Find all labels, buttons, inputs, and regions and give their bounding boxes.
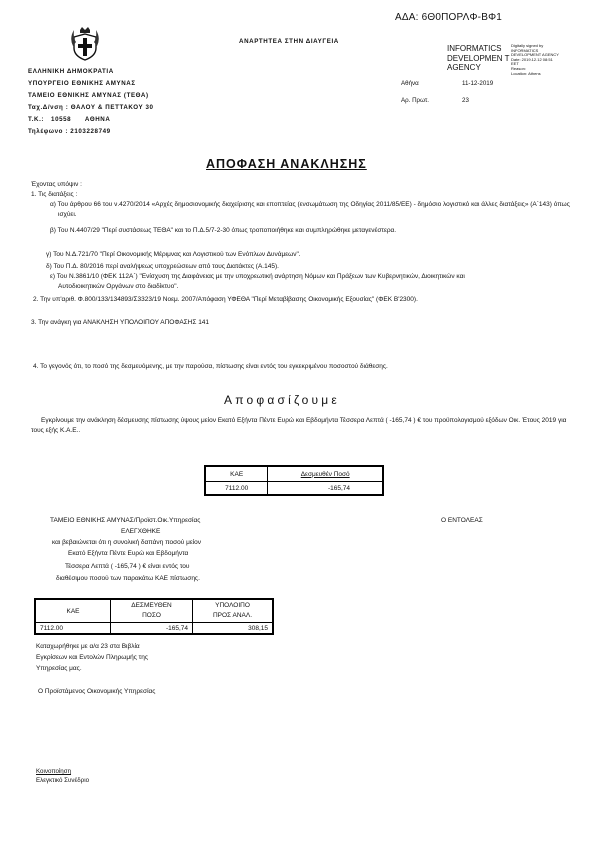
sig-line: EET [511,61,519,67]
item-1: 1. Τις διατάξεις : [31,191,78,198]
sig-line: Reason: [511,65,526,71]
protocol-label: Αρ. Πρωτ. [401,97,429,104]
sender-phone: Τηλέφωνο : 2103228749 [28,128,111,135]
table-row [35,623,273,635]
protocol-number: 23 [462,97,469,104]
doc-date: 11-12-2019 [462,80,494,87]
sig-line: Date: 2019.12.12 08:51 [511,56,553,62]
registered-line-1: Καταχωρήθηκε με α/α 23 στα Βιβλία [36,643,140,650]
commitment-table [204,465,384,496]
sig-line: Location: Athens [511,70,541,76]
registered-line-2: Εγκρίσεων και Εντολών Πληρωμής της [36,654,148,661]
decision-heading: Αποφασίζουμε [224,393,340,407]
table-cell-kae: 7112.00 [205,482,268,496]
table-header-row [205,466,383,482]
orderer-label: Ο ΕΝΤΟΛΕΑΣ [441,517,483,524]
service-name: ΤΑΜΕΙΟ ΕΘΝΙΚΗΣ ΑΜΥΝΑΣ/Προϊστ.Οικ.Υπηρεσίας [50,517,201,524]
item-1a: α) Του άρθρου 66 του ν.4270/2014 «Αρχές δημοσιονομικής διαχείρισης και εποπτείας (ενσωμάτωση της Οδηγίας 2011/85/ΕΕ) - δημόσιο λογιστικό και άλλες διατάξεις» (Α΄143) όπως ισχύει. [50,201,570,218]
item-1b: β) Του Ν.4407/29 "Περί συστάσεως ΤΕΘΑ" και το Π.Δ.5/7-2-30 όπως τροποποιήθηκε και συμπληρώθηκε μεταγενέστερα. [50,227,397,234]
item-1d: δ) Του Π.Δ. 80/2016 περί αναλήψεως υποχρεώσεων από τους Διατάκτες (Α.145). [46,263,279,270]
verified-label: ΕΛΕΓΧΘΗΚΕ [121,528,161,535]
verify-line-3: Τέσσερα Λεπτά ( -165,74 ) € είναι εντός του [65,563,190,570]
approval-paragraph: Εγκρίνουμε την ανάκληση δέσμευσης πίστωσης ύψους μείον Εκατό Εξήντα Πέντε Ευρώ και Εβδομήντα Τέσσερα Λεπτά ( -165,74 ) € του προϋπολογισμού εξόδων Οικ. Έτους 2019 για τους εξής Κ.Α.Ε.. [31,417,567,434]
table-header-remaining-line-2: ΠΡΟΣ ΑΝΑΛ. [212,612,253,619]
table-cell-remaining: 308,15 [193,623,273,635]
verify-line-1: και βεβαιώνεται ότι η συνολική δαπάνη ποσού μείον [52,539,202,546]
table-cell-amount: -165,74 [268,482,383,496]
sig-line: INFORMATICS [511,47,539,53]
table-header-committed-line-2: ΠΟΣΟ [142,612,161,619]
verify-line-4: διαθέσιμου ποσού των παρακάτω ΚΑΕ πίστωσης. [56,575,200,582]
table-row [205,482,383,496]
posted-label: ΑΝΑΡΤΗΤΕΑ ΣΤΗΝ ΔΙΑΥΓΕΙΑ [239,38,339,45]
item-1e: ε) Του Ν.3861/10 (ΦΕΚ 112Α΄) "Ενίσχυση της Διαφάνειας με την υποχρεωτική ανάρτηση Νόμων και Πράξεων των Κυβερνητικών, Διοικητικών και Αυτοδιοικητικών Οργάνων στο διαδίκτυο". [50,273,465,290]
sig-line: DEVELOPMENT AGENCY [511,52,559,58]
digital-signature-details [511,44,559,76]
table-header-remaining-line-1: ΥΠΟΛΟΙΠΟ [215,602,250,609]
coat-of-arms-icon [70,26,100,62]
place-label: Αθήνα [401,80,419,87]
sender-line-3: ΤΑΜΕΙΟ ΕΘΝΙΚΗΣ ΑΜΥΝΑΣ (ΤΕΘΑ) [28,92,149,99]
ada-code: ΑΔΑ: 6Θ0ΠΟΡΛΦ-ΒΦ1 [395,12,503,23]
verify-line-2: Εκατό Εξήντα Πέντε Ευρώ και Εβδομήντα [68,550,189,557]
sender-address: Ταχ.Δ/νση : ΘΑΛΟΥ & ΠΕΤΤΑΚΟΥ 30 [28,104,154,111]
having-regard-label: Έχοντας υπόψιν : [31,181,82,188]
table-header-row [35,599,273,623]
table-cell-kae: 7112.00 [35,623,111,635]
notification-label: Κοινοποίηση [36,768,72,775]
sig-line: Digitally signed by [511,43,544,48]
item-3: 3. Την ανάγκη για ΑΝΑΚΛΗΣΗ ΥΠΟΛΟΙΠΟΥ ΑΠΟΦΑΣΗΣ 141 [31,319,210,326]
table-header-amount: Δεσμευθέν Ποσό [268,466,383,482]
table-header-kae: ΚΑΕ [35,599,111,623]
head-of-service: Ο Προϊστάμενος Οικονομικής Υπηρεσίας [38,688,156,695]
table-header-kae: ΚΑΕ [205,466,268,482]
item-2: 2. Την υπ'αριθ. Φ.800/133/134893/Σ3323/19 Νοεμ. 2007/Απόφαση ΥΦΕΘΑ "Περί Μεταβίβασης Οικονομικής Εξουσίας" (ΦΕΚ Β'2300). [33,296,418,303]
notification-recipient: Ελεγκτικό Συνέδριο [36,777,90,784]
remaining-table [34,598,274,635]
sender-line-2: ΥΠΟΥΡΓΕΙΟ ΕΘΝΙΚΗΣ ΑΜΥΝΑΣ [28,80,136,87]
table-cell-committed: -165,74 [111,623,193,635]
sender-postcode: Τ.Κ.: 10558 ΑΘΗΝΑ [28,116,111,123]
sender-line-1: ΕΛΛΗΝΙΚΗ ΔΗΜΟΚΡΑΤΙΑ [28,68,114,75]
document-title: ΑΠΟΦΑΣΗ ΑΝΑΚΛΗΣΗΣ [206,157,367,171]
table-header-committed-line-1: ΔΕΣΜΕΥΘΕΝ [131,602,172,609]
table-header-remaining [193,599,273,623]
agency-title: INFORMATICS DEVELOPMEN T AGENCY [447,44,510,73]
item-4: 4. Το γεγονός ότι, το ποσό της δεσμευόμενης, με την παρούσα, πίστωσης είναι εντός του εγκεκριμένου ποσοστού διάθεσης. [33,363,388,370]
table-header-committed [111,599,193,623]
registered-line-3: Υπηρεσίας μας. [36,665,82,672]
item-1c: γ) Του Ν.Δ.721/70 "Περί Οικονομικής Μέριμνας και Λογιστικού των Ενόπλων Δυνάμεων". [46,251,301,258]
